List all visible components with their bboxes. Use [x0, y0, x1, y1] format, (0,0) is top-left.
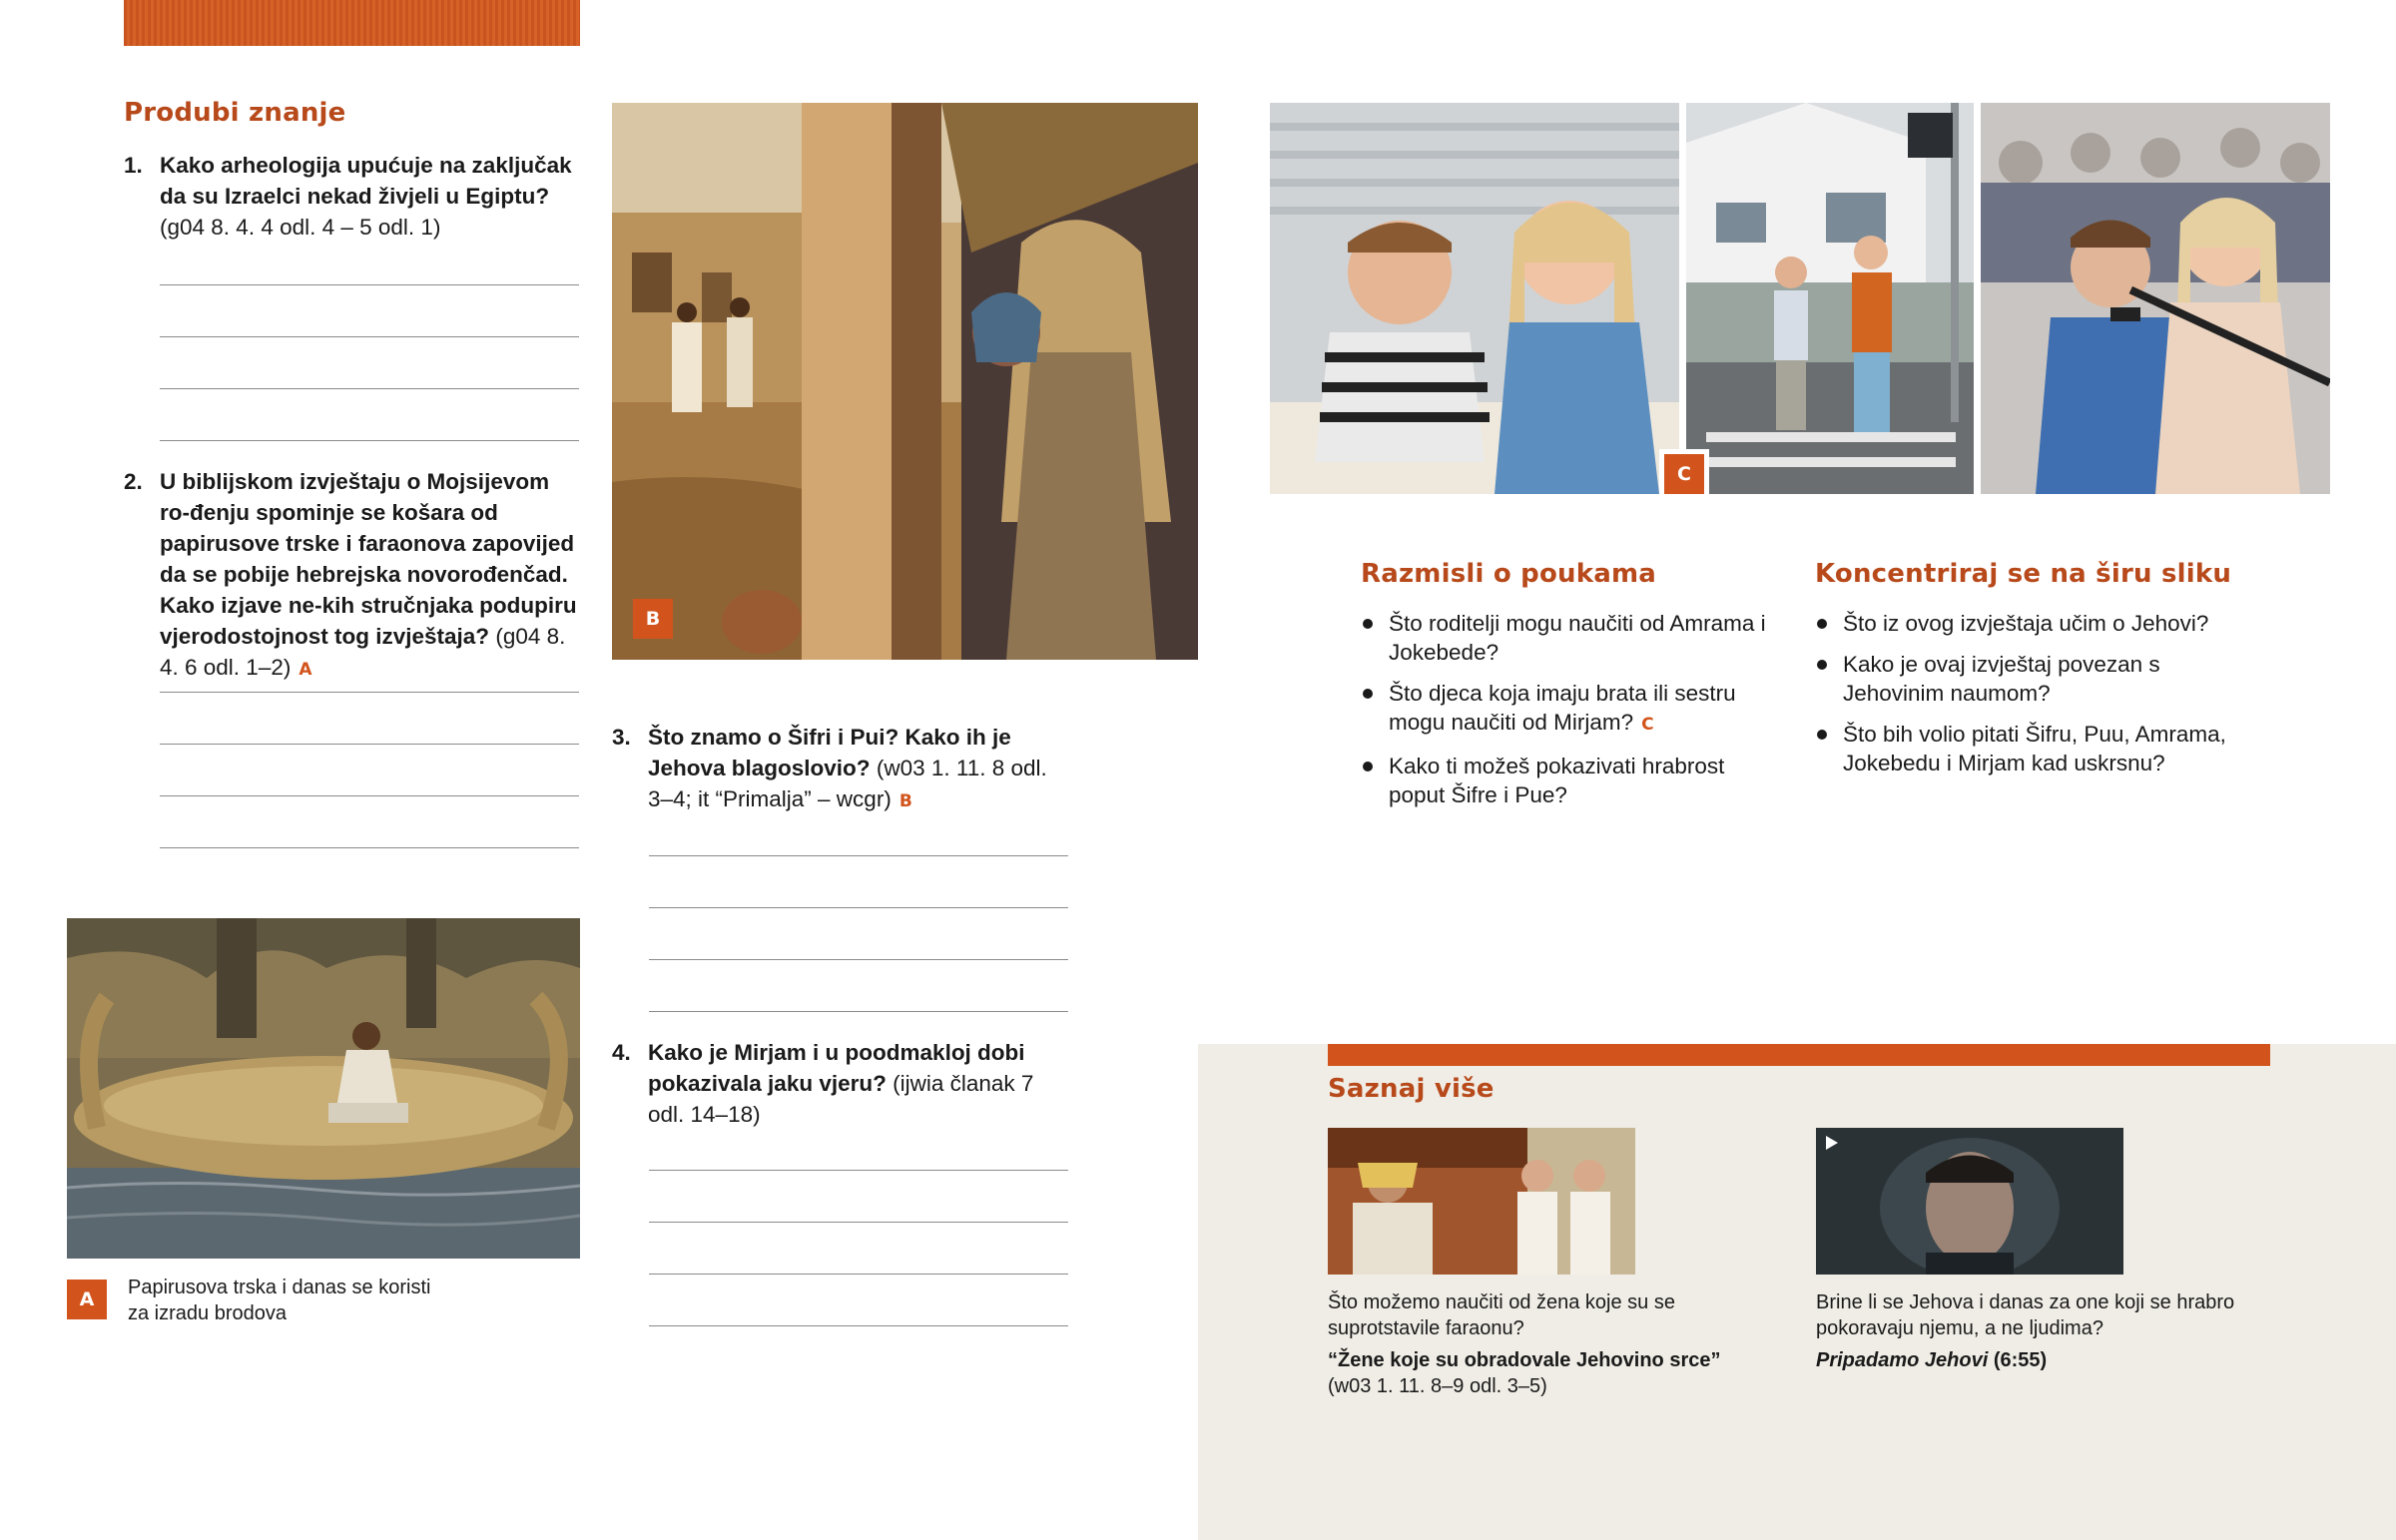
answer-line[interactable] [160, 336, 579, 337]
article-ref: (w03 1. 11. 8–9 odl. 3–5) [1328, 1375, 1547, 1397]
article-title[interactable]: “Žene koje su obradovale Jehovino srce” [1328, 1349, 1721, 1371]
caption-line: Papirusova trska i danas se koristi [128, 1277, 431, 1298]
question-number: 3. [612, 725, 631, 750]
video-thumbnail[interactable] [1816, 1128, 2123, 1275]
article-thumbnail[interactable] [1328, 1128, 1635, 1275]
list-item: Što iz ovog izvještaja učim o Jehovi? [1815, 609, 2254, 638]
question-number: 2. [124, 469, 143, 494]
learn-more-bar [1328, 1044, 2270, 1066]
article-intro-line: Što možemo naučiti od žena koje su se [1328, 1291, 1675, 1313]
reflect-list [1361, 609, 1780, 821]
question-number: 1. [124, 153, 143, 178]
question-text: Kako arheologija upućuje na zaključak da su Izraelci nekad živjeli u Egiptu? [160, 153, 572, 209]
question-text: Što znamo o Šifri i Pui? Kako ih je Jehova blagoslovio? [648, 725, 1011, 780]
image-badge-b: B [633, 599, 673, 639]
list-item: Kako je ovaj izvještaj povezan s Jehovinim naumom? [1815, 650, 2254, 708]
video-intro-line: pokoravaju njemu, a ne ljudima? [1816, 1317, 2103, 1339]
video-intro-line: Brine li se Jehova i danas za one koji se hrabro [1816, 1291, 2235, 1313]
question-3 [612, 722, 1071, 817]
image-ref-badge: B [898, 791, 912, 811]
answer-line[interactable] [649, 855, 1068, 856]
answer-line[interactable] [160, 744, 579, 745]
article-card-text [1328, 1289, 1757, 1399]
answer-line[interactable] [649, 1274, 1068, 1275]
question-2 [124, 466, 583, 686]
answer-line[interactable] [649, 1011, 1068, 1012]
question-text: U biblijskom izvještaju o Mojsijevom ro-đenju spominje se košara od papirusove trske i faraonova zapovijed da se pobije hebrejska novorođenčad. Kako izjave ne-kih stručnjaka podupiru vjerodostojnost tog izvještaja? [160, 469, 577, 649]
assembly-microphone-photo [1981, 103, 2330, 494]
answer-line[interactable] [649, 907, 1068, 908]
reflect-heading: Razmisli o poukama [1361, 559, 1657, 589]
video-title: Pripadamo Jehovi [1816, 1349, 1989, 1371]
answer-line[interactable] [649, 1325, 1068, 1326]
question-ref: (w03 1. 11. 8 odl. 3–4; it “Primalja” – wcgr) [648, 756, 1047, 811]
answer-line[interactable] [649, 1222, 1068, 1223]
papyrus-boat-image [67, 918, 580, 1259]
video-title-row[interactable] [1816, 1347, 2275, 1373]
play-icon[interactable] [1826, 1136, 1838, 1150]
answer-line[interactable] [160, 795, 579, 796]
image-ref-badge: C [1641, 715, 1654, 735]
list-item: Što djeca koja imaju brata ili sestru mogu naučiti od Mirjam? C [1361, 679, 1780, 740]
deepen-heading: Produbi znanje [124, 98, 346, 128]
question-4 [612, 1037, 1071, 1130]
video-card-text [1816, 1289, 2275, 1373]
question-ref: (g04 8. 4. 6 odl. 1–2) [160, 624, 566, 680]
question-1 [124, 150, 583, 243]
answer-line[interactable] [649, 959, 1068, 960]
siblings-study-photo [1270, 103, 1679, 494]
list-item: Što bih volio pitati Šifru, Puu, Amrama, Jokebedu i Mirjam kad uskrsnu? [1815, 720, 2254, 777]
question-ref: (g04 8. 4. 4 odl. 4 – 5 odl. 1) [160, 215, 441, 240]
question-number: 4. [612, 1040, 631, 1065]
big-picture-list [1815, 609, 2254, 789]
answer-line[interactable] [160, 847, 579, 848]
answer-line[interactable] [160, 284, 579, 285]
answer-line[interactable] [160, 388, 579, 389]
question-ref: (ijwia članak 7 odl. 14–18) [648, 1071, 1034, 1127]
answer-line[interactable] [160, 692, 579, 693]
list-item: Što roditelji mogu naučiti od Amrama i Jokebede? [1361, 609, 1780, 667]
article-intro-line: suprotstavile faraonu? [1328, 1317, 1524, 1339]
siblings-walking-photo [1686, 103, 1974, 494]
image-a-caption [128, 1275, 547, 1326]
answer-line[interactable] [649, 1170, 1068, 1171]
answer-line[interactable] [160, 440, 579, 441]
caption-line: za izradu brodova [128, 1302, 287, 1324]
image-ref-badge: A [299, 660, 312, 680]
list-item: Kako ti možeš pokazivati hrabrost poput Šifre i Pue? [1361, 752, 1780, 809]
question-text: Kako je Mirjam i u poodmakloj dobi pokazivala jaku vjeru? [648, 1040, 1025, 1096]
big-picture-heading: Koncentriraj se na širu sliku [1815, 559, 2232, 589]
midwives-illustration [612, 103, 1198, 660]
image-badge-c: C [1664, 454, 1704, 494]
image-badge-a: A [67, 1280, 107, 1319]
top-orange-band [124, 0, 580, 46]
video-duration: (6:55) [1993, 1349, 2048, 1371]
learn-more-heading: Saznaj više [1328, 1074, 1495, 1104]
